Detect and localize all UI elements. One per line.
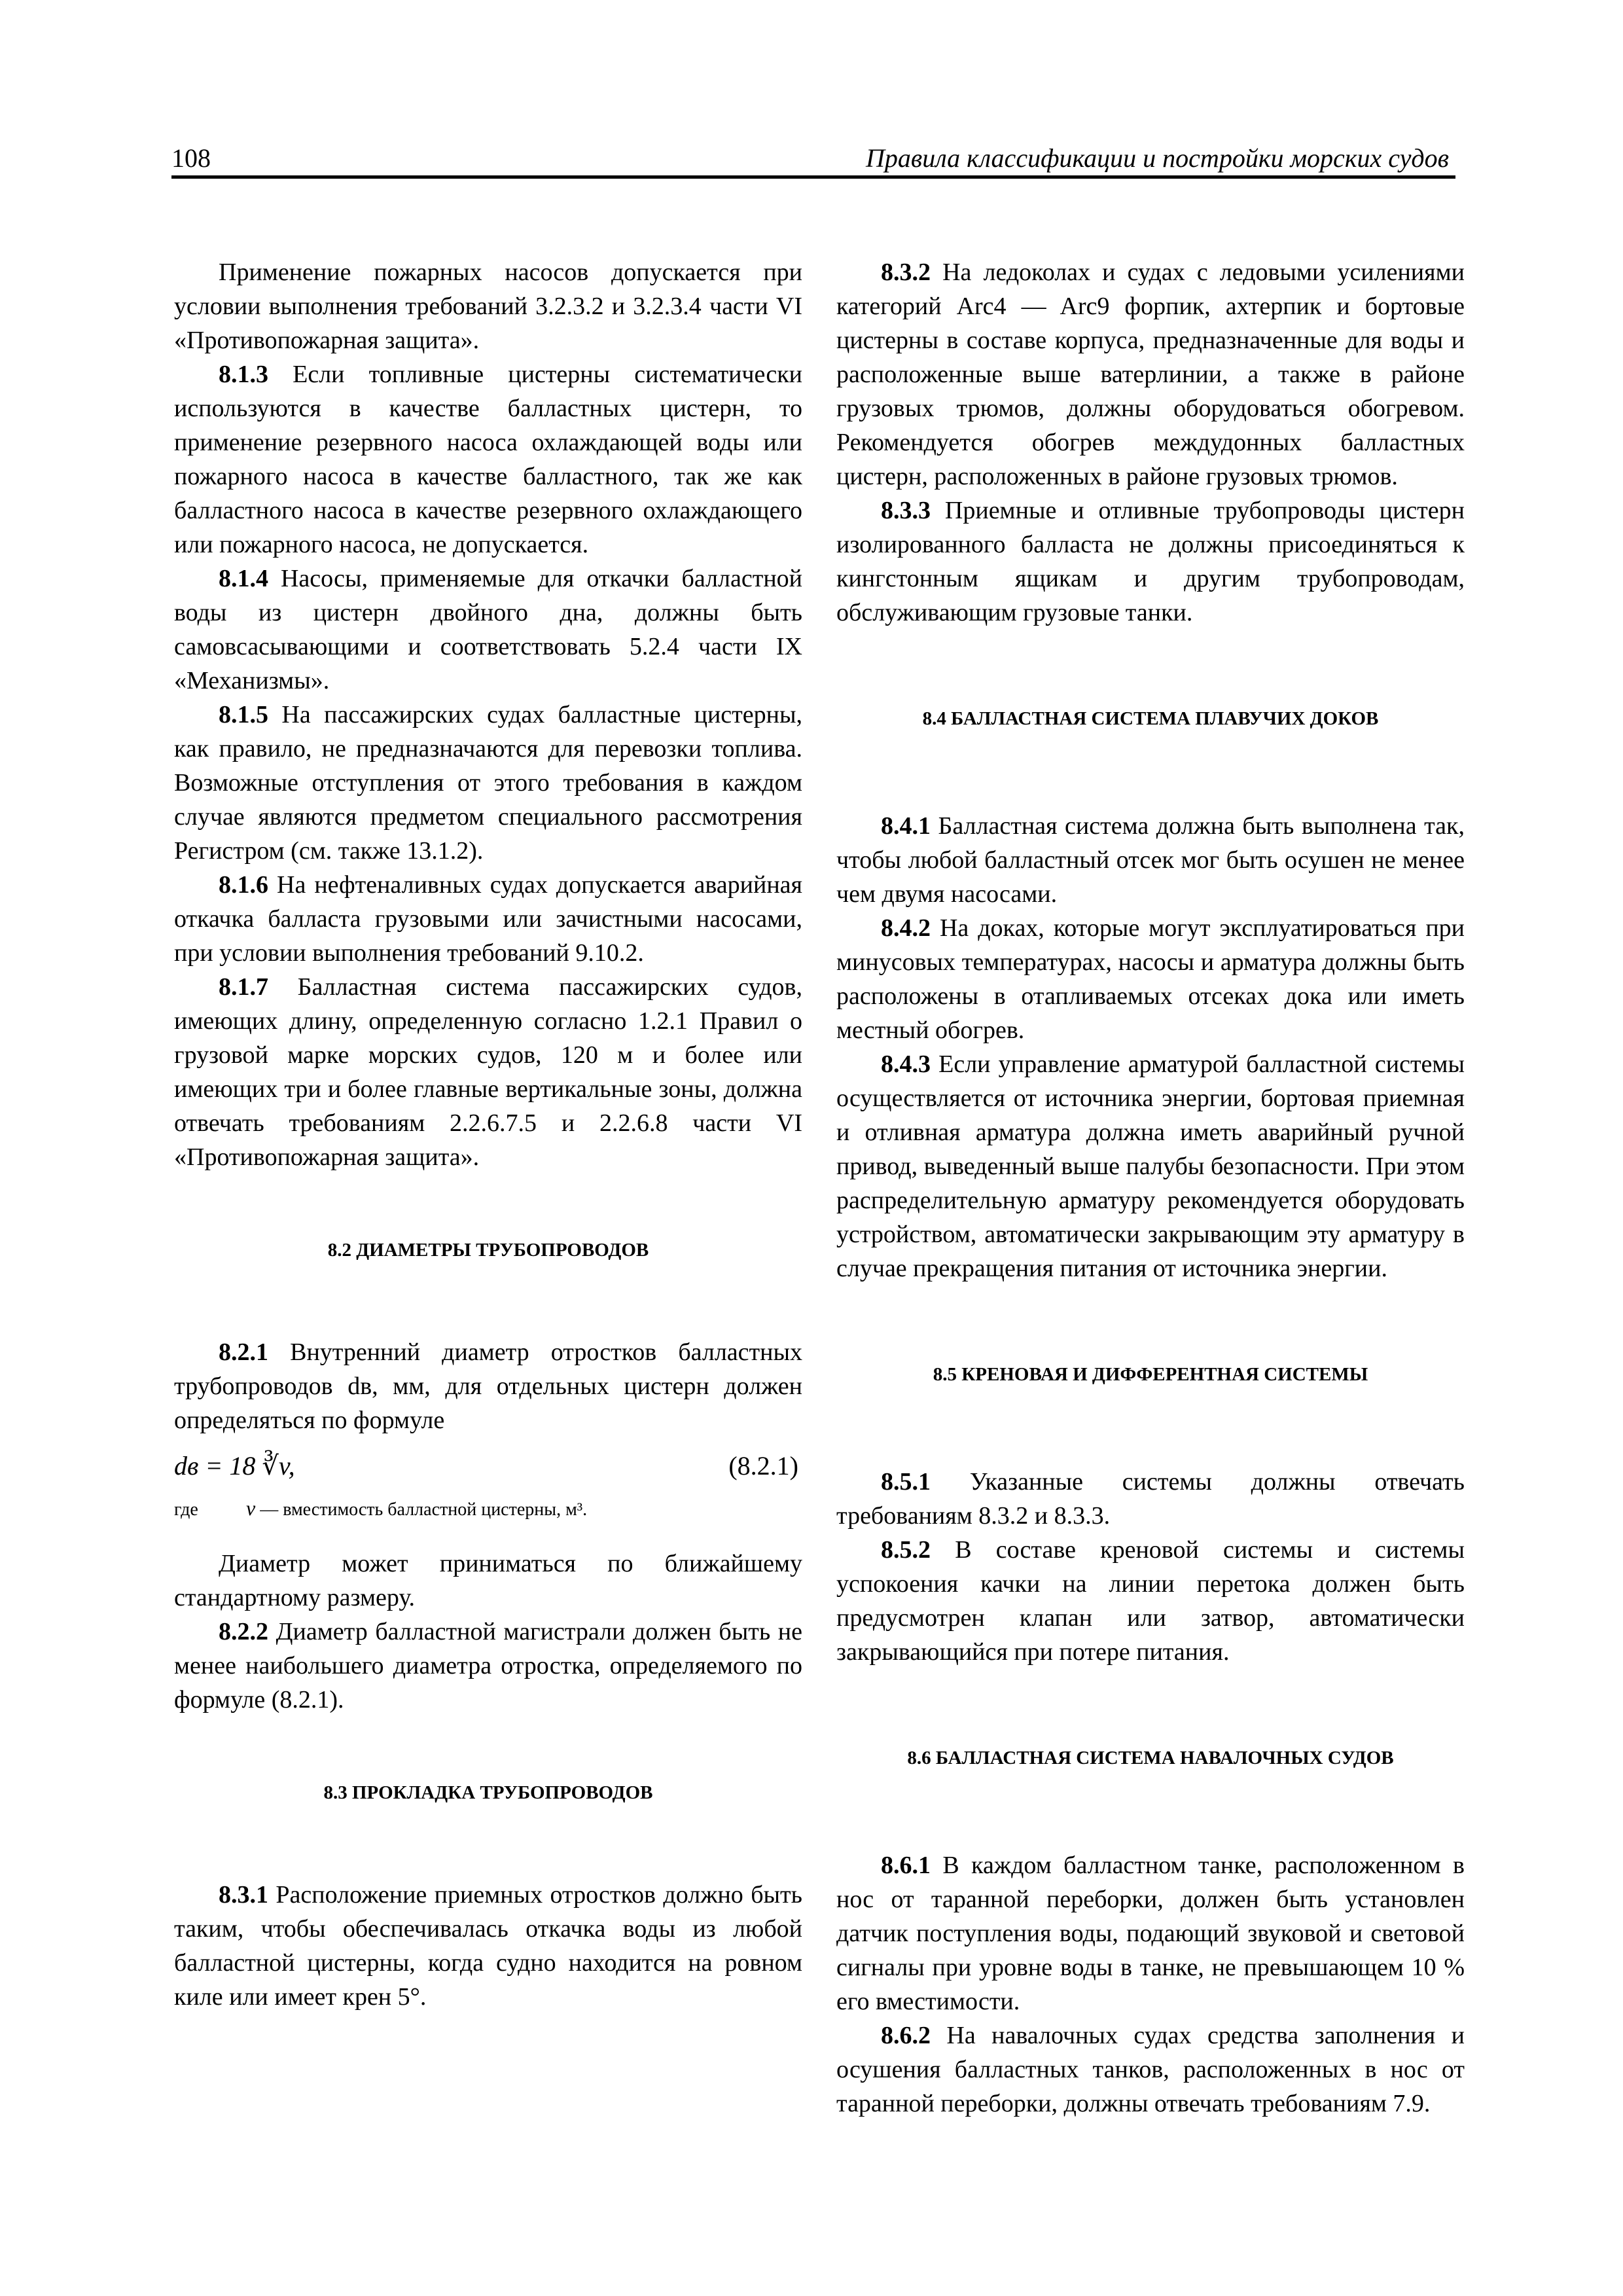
paragraph-8-2-2 — [174, 1615, 802, 1717]
legend-where-label: где — [174, 1499, 198, 1520]
paragraph-text: На нефтеналивных судах допускается аварийная откачка балласта грузовыми или зачистными насосами, при условии выполнения требований 9.10.2. — [174, 871, 802, 967]
paragraph-text: Расположение приемных отростков должно быть таким, чтобы обеспечивалась откачка воды из любой балластной цистерны, когда судно находится на ровном киле или имеет крен 5°. — [174, 1881, 802, 2011]
clause-number: 8.3.2 — [881, 259, 931, 286]
paragraph-8-1-3 — [174, 357, 802, 562]
clause-number: 8.1.3 — [219, 361, 268, 388]
paragraph-8-6-1 — [836, 1848, 1465, 2018]
paragraph-8-5-2 — [836, 1533, 1465, 1669]
paragraph-8-1-4 — [174, 562, 802, 698]
legend-text: — вместимость балластной цистерны, м³. — [255, 1499, 588, 1520]
paragraph-8-1-7 — [174, 970, 802, 1174]
paragraph-text: Диаметр балластной магистрали должен быть не менее наибольшего диаметра отростка, определяемого по формуле (8.2.1). — [174, 1618, 802, 1713]
clause-number: 8.1.6 — [219, 871, 268, 899]
paragraph-8-3-1 — [174, 1878, 802, 2014]
formula-legend — [174, 1495, 802, 1523]
section-heading-8-6: 8.6 БАЛЛАСТНАЯ СИСТЕМА НАВАЛОЧНЫХ СУДОВ — [907, 1748, 1394, 1768]
legend-variable: v — [246, 1496, 256, 1520]
paragraph-text: На навалочных судах средства заполнения и осушения балластных танков, расположенных в нос от таранной переборки, должны отвечать требованиям 7.9. — [836, 2022, 1465, 2117]
paragraph-text: Насосы, применяемые для откачки балластной воды из цистерн двойного дна, должны быть самовсасывающими и соответствовать 5.2.4 части IX «Механизмы». — [174, 565, 802, 694]
formula-number: (8.2.1) — [728, 1451, 798, 1480]
paragraph-intro: Применение пожарных насосов допускается при условии выполнения требований 3.2.3.2 и 3.2.3.4 части VI «Противопожарная защита». — [174, 259, 802, 354]
formula-expression: dв = 18 ∛v, — [174, 1451, 295, 1480]
clause-number: 8.6.2 — [881, 2022, 931, 2049]
left-column — [174, 255, 802, 2014]
paragraph-text: На пассажирских судах балластные цистерны, как правило, не предназначаются для перевозки топлива. Возможные отступления от этого требования в каждом случае являются предметом специального рассмотрения Регистром (см. также 13.1.2). — [174, 701, 802, 865]
paragraph-text: На доках, которые могут эксплуатироваться при минусовых температурах, насосы и арматура должны быть расположены в отапливаемых отсеках дока или иметь местный обогрев. — [836, 914, 1465, 1044]
paragraph-8-4-3 — [836, 1047, 1465, 1285]
paragraph-8-4-1 — [836, 809, 1465, 911]
clause-number: 8.3.1 — [219, 1881, 268, 1909]
paragraph-8-3-2 — [836, 255, 1465, 493]
paragraph-text: Внутренний диаметр отростков балластных трубопроводов dв, мм, для отдельных цистерн должен определяться по формуле — [174, 1338, 802, 1434]
paragraph-text: Балластная система пассажирских судов, имеющих длину, определенную согласно 1.2.1 Правил о грузовой марке морских судов, 120 м и более или имеющих три и более главные вертикальные зоны, должна отвечать требованиям 2.2.6.7.5 и 2.2.6.8 части VI «Противопожарная защита». — [174, 973, 802, 1171]
paragraph-diameter: Диаметр может приниматься по ближайшему стандартному размеру. — [174, 1550, 802, 1611]
paragraph-8-1-6 — [174, 868, 802, 970]
paragraph-8-4-2 — [836, 911, 1465, 1047]
formula-8-2-1 — [174, 1446, 802, 1486]
clause-number: 8.4.1 — [881, 812, 931, 840]
header-rule — [171, 175, 1455, 179]
paragraph-text: В составе креновой системы и системы успокоения качки на линии перетока должен быть предусмотрен клапан или затвор, автоматически закрывающийся при потере питания. — [836, 1536, 1465, 1666]
section-heading-8-5: 8.5 КРЕНОВАЯ И ДИФФЕРЕНТНАЯ СИСТЕМЫ — [933, 1364, 1368, 1385]
clause-number: 8.2.2 — [219, 1618, 268, 1645]
clause-number: 8.1.4 — [219, 565, 268, 592]
paragraph-text: Если управление арматурой балластной системы осуществляется от источника энергии, бортовая приемная и отливная арматура должна иметь аварийный ручной привод, выведенный выше палубы безопасности. При этом распределительную арматуру рекомендуется оборудовать устройством, автоматически закрывающим эту арматуру в случае прекращения питания от источника энергии. — [836, 1050, 1465, 1282]
page-number: 108 — [171, 143, 211, 173]
paragraph-text: Указанные системы должны отвечать требованиям 8.3.2 и 8.3.3. — [836, 1468, 1465, 1530]
paragraph-text: Если топливные цистерны систематически используются в качестве балластных цистерн, то применение резервного насоса охлаждающей воды или пожарного насоса в качестве балластного, так же как балластного насоса в качестве резервного охлаждающего или пожарного насоса, не допускается. — [174, 361, 802, 558]
paragraph-8-6-2 — [836, 2018, 1465, 2121]
paragraph-text: В каждом балластном танке, расположенном в нос от таранной переборки, должен быть установлен датчик поступления воды, подающий звуковой и световой сигналы при уровне воды в танке, не превышающем 10 % его вместимости. — [836, 1852, 1465, 2015]
paragraph-8-2-1 — [174, 1335, 802, 1437]
paragraph-text: Балластная система должна быть выполнена так, чтобы любой балластный отсек мог быть осушен не менее чем двумя насосами. — [836, 812, 1465, 908]
clause-number: 8.4.2 — [881, 914, 931, 942]
clause-number: 8.5.2 — [881, 1536, 931, 1564]
clause-number: 8.5.1 — [881, 1468, 931, 1496]
clause-number: 8.6.1 — [881, 1852, 931, 1879]
section-heading-8-3: 8.3 ПРОКЛАДКА ТРУБОПРОВОДОВ — [323, 1782, 653, 1803]
paragraph-text: Приемные и отливные трубопроводы цистерн изолированного балласта не должны присоединяться к кингстонным ящикам и другим трубопроводам, обслуживающим грузовые танки. — [836, 497, 1465, 626]
clause-number: 8.3.3 — [881, 497, 931, 524]
paragraph-8-1-5 — [174, 698, 802, 868]
paragraph-text: На ледоколах и судах с ледовыми усилениями категорий Arc4 — Arc9 форпик, ахтерпик и бортовые цистерны в составе корпуса, предназначенные для воды и расположенные выше ватерлинии, а также в районе грузовых трюмов, должны оборудоваться обогревом. Рекомендуется обогрев междудонных балластных цистерн, расположенных в районе грузовых трюмов. — [836, 259, 1465, 490]
running-title: Правила классификации и постройки морских судов — [865, 143, 1449, 173]
section-heading-8-2: 8.2 ДИАМЕТРЫ ТРУБОПРОВОДОВ — [327, 1240, 649, 1261]
clause-number: 8.4.3 — [881, 1050, 931, 1078]
clause-number: 8.1.7 — [219, 973, 268, 1001]
right-column — [836, 255, 1465, 2121]
paragraph-8-5-1 — [836, 1465, 1465, 1533]
clause-number: 8.1.5 — [219, 701, 268, 728]
clause-number: 8.2.1 — [219, 1338, 268, 1366]
paragraph-8-3-3 — [836, 493, 1465, 630]
section-heading-8-4: 8.4 БАЛЛАСТНАЯ СИСТЕМА ПЛАВУЧИХ ДОКОВ — [922, 708, 1379, 729]
